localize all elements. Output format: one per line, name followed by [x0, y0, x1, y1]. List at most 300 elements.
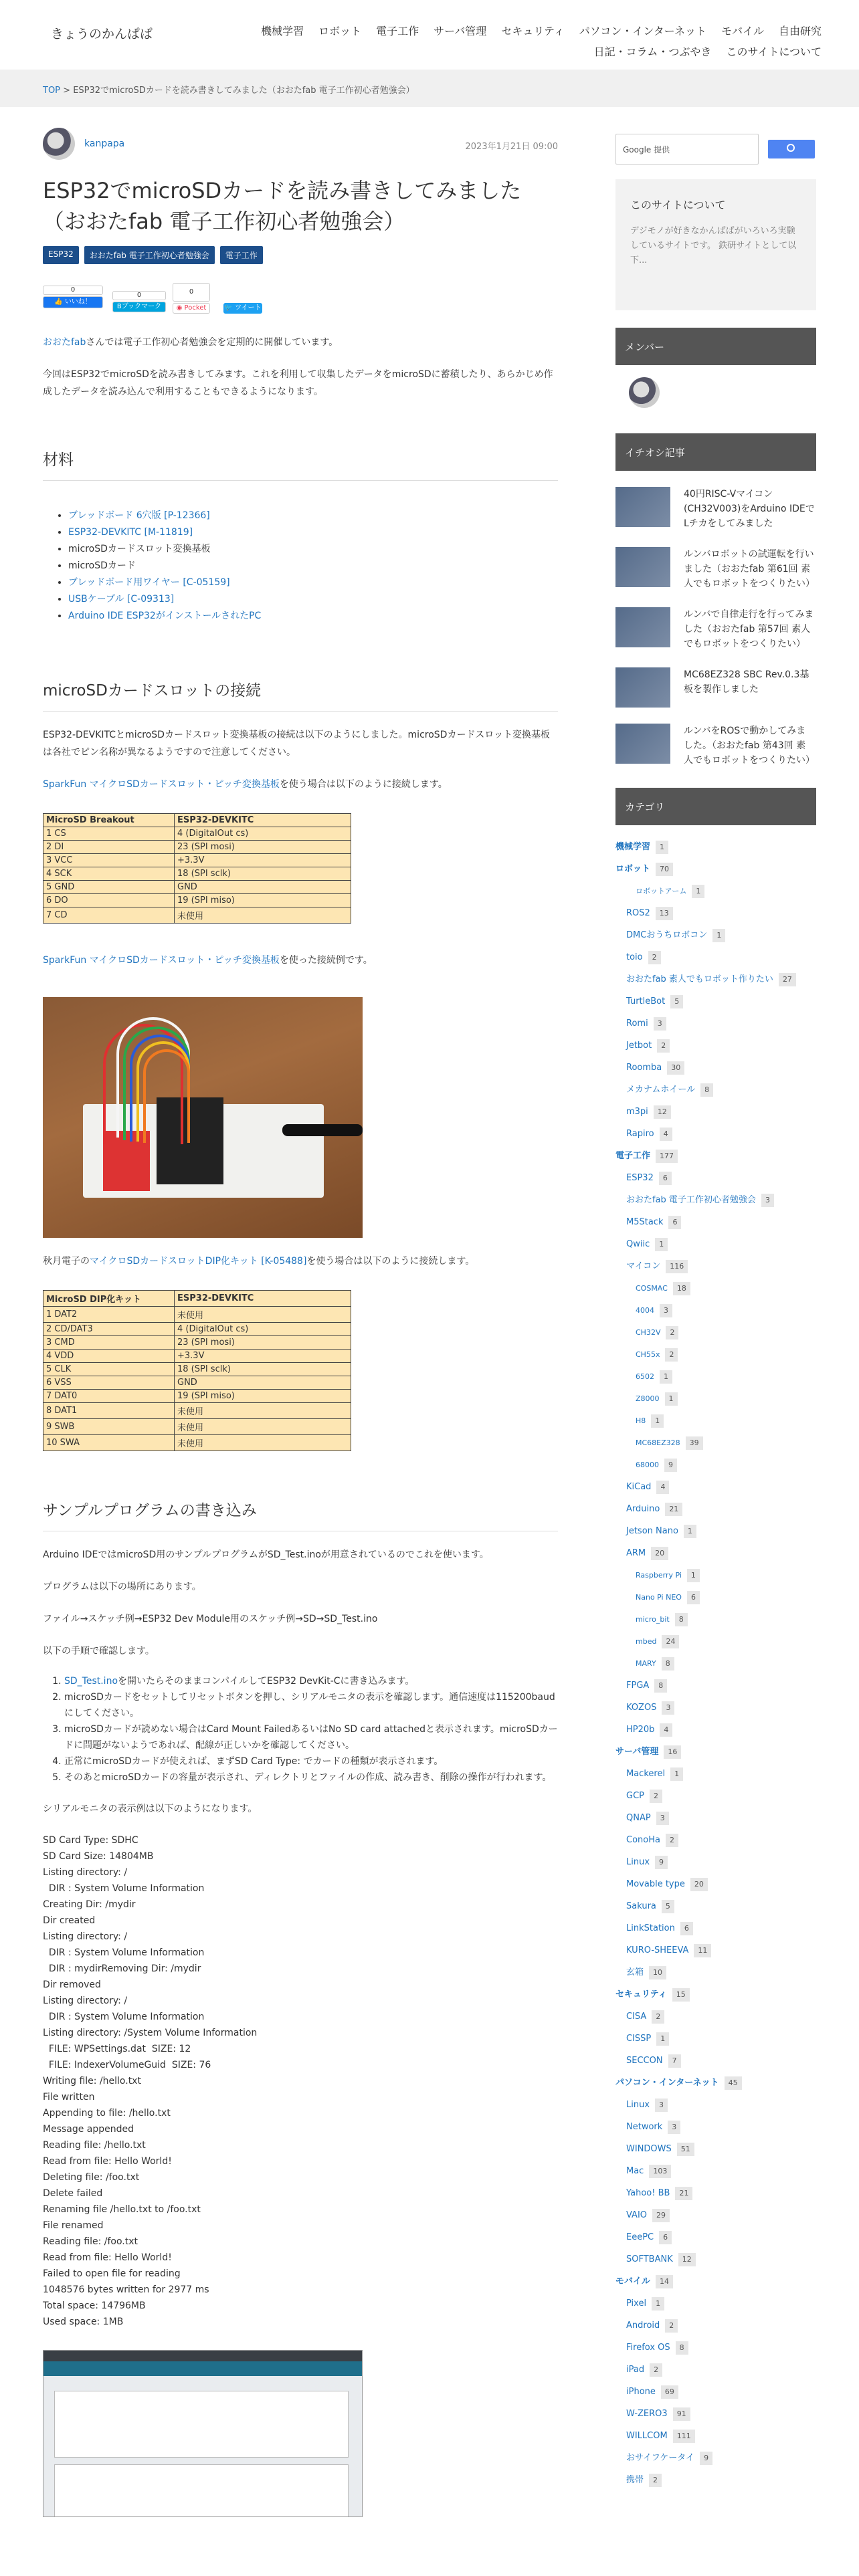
category-name[interactable]: Romi: [626, 1018, 648, 1029]
category-count: 91: [673, 2407, 690, 2421]
category-item[interactable]: [615, 1697, 816, 1719]
category-name[interactable]: Nano Pi NEO: [636, 1593, 682, 1602]
pick-title[interactable]: MC68EZ328 SBC Rev.0.3基板を製作しました: [684, 669, 809, 695]
category-item[interactable]: [615, 1476, 816, 1498]
category-item[interactable]: [615, 902, 816, 924]
intro-paragraph: おおたfabさんでは電子工作初心者勉強会を定期的に開催しています。: [43, 337, 339, 348]
category-item[interactable]: [615, 1586, 816, 1608]
material-text: microSDカード: [68, 560, 136, 571]
category-item[interactable]: [615, 2381, 816, 2403]
category-count: 69: [661, 2385, 678, 2399]
category-count: 1: [656, 841, 668, 854]
category-count: 20: [690, 1878, 708, 1891]
site-title[interactable]: きょうのかんぱぱ: [51, 27, 153, 41]
sample-paragraph-2: プログラムは以下の場所にあります。: [43, 1582, 201, 1592]
material-link[interactable]: ブレッドボード 6穴版 [P-12366]: [68, 510, 210, 521]
category-name[interactable]: VAIO: [626, 2210, 648, 2220]
category-item[interactable]: [615, 1277, 816, 1299]
category-item[interactable]: [615, 2226, 816, 2248]
like-button[interactable]: 👍 いいね！: [43, 296, 103, 308]
category-name[interactable]: パソコン・インターネット: [615, 2078, 719, 2088]
category-count: 3: [656, 1812, 669, 1825]
category-item[interactable]: [615, 2204, 816, 2226]
hatena-count: 0: [112, 291, 166, 300]
pick-title[interactable]: ルンバロボットの試運転を行いました（おおたfab 第61回 素人でもロボットをつくりたい）: [684, 549, 815, 589]
category-name[interactable]: W-ZERO3: [626, 2409, 668, 2419]
category-item[interactable]: [615, 2182, 816, 2204]
step-item: 2. microSDカードをセットしてリセットボタンを押し、シリアルモニタの表示を確認します。通信速度は115200baudにしてください。: [64, 1689, 558, 1721]
category-count: 3: [655, 2099, 668, 2112]
category-item[interactable]: [615, 1167, 816, 1189]
category-count: 8: [676, 2341, 688, 2355]
category-item[interactable]: [615, 1388, 816, 1410]
category-item[interactable]: [615, 1983, 816, 2006]
pick-title[interactable]: ルンバで自律走行を行ってみました（おおたfab 第57回 素人でもロボットをつくりたい）: [684, 609, 814, 649]
pick-thumbnail[interactable]: [615, 607, 670, 647]
about-widget: [615, 179, 816, 310]
nav-item[interactable]: サーバ管理: [434, 25, 487, 37]
category-count: 1: [651, 1414, 664, 1428]
category-name[interactable]: FPGA: [626, 1681, 650, 1691]
category-item[interactable]: [615, 1299, 816, 1321]
materials-list: [68, 508, 558, 625]
category-name[interactable]: 68000: [636, 1461, 659, 1469]
category-item[interactable]: [615, 1873, 816, 1895]
material-link[interactable]: ブレッドボード用ワイヤー [C-05159]: [68, 577, 230, 588]
category-name[interactable]: セキュリティ: [615, 1990, 667, 2000]
category-item[interactable]: [615, 2469, 816, 2491]
material-link[interactable]: ESP32-DEVKITC [M-11819]: [68, 527, 193, 538]
breadboard-photo: [43, 997, 363, 1238]
category-name[interactable]: toio: [626, 952, 643, 962]
sparkfun-paragraph: SparkFun マイクロSDカードスロット・ピッチ変換基板を使う場合は以下のように接続します。: [43, 779, 448, 790]
material-item: [68, 508, 558, 524]
category-name[interactable]: Qwiic: [626, 1239, 650, 1249]
table-cell: 3 VCC: [43, 854, 175, 867]
category-item[interactable]: [615, 1917, 816, 1939]
pick-article[interactable]: [615, 724, 816, 768]
category-name[interactable]: おサイフケータイ: [626, 2453, 695, 2463]
category-name[interactable]: HP20b: [626, 1725, 655, 1735]
sidebar: [615, 134, 816, 2491]
table-row: [43, 1403, 351, 1419]
sparkfun-link-2[interactable]: SparkFun マイクロSDカードスロット・ピッチ変換基板: [43, 955, 280, 966]
category-item[interactable]: [615, 2138, 816, 2160]
category-name[interactable]: Roomba: [626, 1063, 662, 1073]
category-count: 3: [660, 1304, 672, 1317]
pick-thumbnail[interactable]: [615, 667, 670, 708]
category-count: 177: [656, 1150, 678, 1163]
material-link[interactable]: USBケーブル [C-09313]: [68, 594, 175, 605]
tag-badge[interactable]: 電子工作: [220, 246, 263, 264]
category-item[interactable]: [615, 2050, 816, 2072]
category-name[interactable]: m3pi: [626, 1107, 648, 1117]
nav-item[interactable]: パソコン・インターネット: [579, 25, 706, 37]
material-link[interactable]: Arduino IDE ESP32がインストールされたPC: [68, 611, 262, 621]
categories-title: カテゴリ: [615, 788, 816, 825]
category-count: 6: [668, 1216, 681, 1229]
category-name[interactable]: 玄箱: [626, 1967, 644, 1977]
category-name[interactable]: Linux: [626, 1857, 650, 1867]
table-cell: 9 SWB: [43, 1419, 175, 1435]
pick-thumbnail[interactable]: [615, 487, 670, 527]
table-row: [43, 1336, 351, 1350]
category-item[interactable]: [615, 1851, 816, 1873]
search-button[interactable]: [768, 140, 815, 158]
category-name[interactable]: Mackerel: [626, 1769, 666, 1779]
category-item[interactable]: [615, 1079, 816, 1101]
category-name[interactable]: Network: [626, 2122, 663, 2132]
category-count: 6: [680, 1922, 693, 1935]
category-name[interactable]: CISA: [626, 2012, 647, 2022]
category-item[interactable]: [615, 1410, 816, 1432]
category-item[interactable]: [615, 1344, 816, 1366]
category-item[interactable]: [615, 1101, 816, 1123]
category-name[interactable]: iPhone: [626, 2387, 656, 2397]
category-name[interactable]: CISSP: [626, 2034, 652, 2044]
category-item[interactable]: [615, 1961, 816, 1983]
category-name[interactable]: iPad: [626, 2365, 645, 2375]
category-item[interactable]: [615, 1123, 816, 1145]
category-item[interactable]: [615, 2116, 816, 2138]
category-name[interactable]: Sakura: [626, 1901, 656, 1911]
category-name[interactable]: 6502: [636, 1372, 654, 1381]
category-name[interactable]: H8: [636, 1416, 646, 1425]
category-name[interactable]: Jetbot: [626, 1041, 652, 1051]
category-item[interactable]: [615, 990, 816, 1012]
category-count: 2: [650, 1790, 662, 1803]
category-count: 2: [648, 951, 661, 964]
slot-paragraph: ESP32-DEVKITCとmicroSDカードスロット変換基板の接続は以下のようにしました。microSDカードスロット変換基板は各社でピン名称が異なるようですので注意してください。: [43, 730, 551, 758]
table-cell: 未使用: [175, 1435, 351, 1451]
category-name[interactable]: Movable type: [626, 1879, 685, 1889]
nav-item[interactable]: モバイル: [721, 25, 764, 37]
category-name[interactable]: M5Stack: [626, 1217, 664, 1227]
picks-title: イチオシ記事: [615, 433, 816, 471]
breadcrumb-separator: >: [60, 86, 74, 96]
table-cell: 4 (DigitalOut cs): [175, 1323, 351, 1336]
category-count: 5: [662, 1900, 674, 1913]
hatena-bookmark-button[interactable]: Bブックマーク: [112, 302, 166, 312]
category-name[interactable]: マイコン: [626, 1261, 661, 1271]
category-item[interactable]: [615, 880, 816, 902]
category-count: 1: [687, 1569, 700, 1582]
table-row: [43, 1419, 351, 1435]
pick-thumbnail[interactable]: [615, 547, 670, 587]
category-item[interactable]: [615, 2248, 816, 2270]
category-name[interactable]: QNAP: [626, 1813, 651, 1823]
category-name[interactable]: micro_bit: [636, 1615, 670, 1624]
category-item[interactable]: [615, 2028, 816, 2050]
category-item[interactable]: [615, 836, 816, 858]
category-item[interactable]: [615, 1807, 816, 1829]
ootafab-link[interactable]: おおたfab: [43, 337, 86, 348]
table-row: [43, 827, 351, 841]
member-avatar[interactable]: [629, 377, 660, 408]
sparkfun-example-paragraph: SparkFun マイクロSDカードスロット・ピッチ変換基板を使った接続例です。: [43, 955, 373, 966]
akizuki-link[interactable]: マイクロSDカードスロットDIP化キット [K-05488]: [90, 1256, 307, 1267]
category-item[interactable]: [615, 2315, 816, 2337]
category-item[interactable]: [615, 1255, 816, 1277]
category-count: 8: [675, 1613, 688, 1626]
category-item[interactable]: [615, 2006, 816, 2028]
breadcrumb-top-link[interactable]: TOP: [43, 86, 61, 96]
serial-output: SD Card Type: SDHC SD Card Size: 14804MB Listing directory: / DIR : System Volume Information Creating Dir: /mydir Dir created Listing directory: / DIR : System Volume Information DIR : mydirRemoving Dir: /mydir Dir removed Listing directory: / DIR : System Volume Information Listing directory: /System Volume Information FILE: WPSettings.dat SIZE: 12 FILE: IndexerVolumeGuid SIZE: 76 Writing file: /hello.txt File written Appending to file: /hello.txt Message appended Reading file: /hello.txt Read from file: Hello World! Deleting file: /foo.txt Delete failed Renaming file /hello.txt to /foo.txt File renamed Reading file: /foo.txt Read from file: Hello World! Failed to open file for reading 1048576 bytes written for 2977 ms Total space: 14796MB Used space: 1MB: [43, 1835, 258, 2327]
category-count: 12: [678, 2253, 696, 2266]
material-item: [68, 524, 558, 541]
category-count: 1: [655, 1238, 668, 1251]
category-item[interactable]: [615, 1366, 816, 1388]
category-item[interactable]: [615, 924, 816, 946]
table-cell: 18 (SPI sclk): [175, 1363, 351, 1376]
category-name[interactable]: Yahoo! BB: [626, 2188, 670, 2198]
category-name[interactable]: Firefox OS: [626, 2343, 670, 2353]
table-cell: 18 (SPI sclk): [175, 867, 351, 881]
category-name[interactable]: Mac: [626, 2166, 644, 2176]
category-name[interactable]: MC68EZ328: [636, 1438, 680, 1447]
category-item[interactable]: [615, 1719, 816, 1741]
category-item[interactable]: [615, 2447, 816, 2469]
category-item[interactable]: [615, 1939, 816, 1961]
category-name[interactable]: Android: [626, 2321, 660, 2331]
category-item[interactable]: [615, 858, 816, 880]
category-count: 2: [666, 1834, 678, 1847]
table-cell: 2 DI: [43, 841, 175, 854]
nav-item[interactable]: セキュリティ: [501, 25, 565, 37]
category-name[interactable]: Raspberry Pi: [636, 1571, 682, 1580]
category-name[interactable]: 携帯: [626, 2475, 644, 2485]
category-count: 14: [656, 2275, 673, 2288]
category-item[interactable]: [615, 2425, 816, 2447]
table-cell: 23 (SPI mosi): [175, 1336, 351, 1350]
category-item[interactable]: [615, 1321, 816, 1344]
category-item[interactable]: [615, 1454, 816, 1476]
category-item[interactable]: [615, 946, 816, 968]
nav-item[interactable]: 日記・コラム・つぶやき: [593, 45, 712, 58]
nav-item[interactable]: 電子工作: [376, 25, 419, 37]
category-name[interactable]: Linux: [626, 2100, 650, 2110]
pocket-button[interactable]: ◉ Pocket: [173, 303, 210, 314]
table-cell: 4 VDD: [43, 1350, 175, 1363]
pick-article[interactable]: [615, 547, 816, 591]
tag-badge[interactable]: ESP32: [43, 246, 79, 264]
category-name[interactable]: ConoHa: [626, 1835, 660, 1845]
category-name[interactable]: Rapiro: [626, 1129, 654, 1139]
material-item: [68, 574, 558, 591]
category-item[interactable]: [615, 2337, 816, 2359]
category-name[interactable]: おおたfab 素人でもロボット作りたい: [626, 974, 773, 984]
category-item[interactable]: [615, 2160, 816, 2182]
table-cell: +3.3V: [175, 854, 351, 867]
category-item[interactable]: [615, 1829, 816, 1851]
category-item[interactable]: [615, 1675, 816, 1697]
table-cell: 5 GND: [43, 881, 175, 894]
category-name[interactable]: EeePC: [626, 2232, 654, 2242]
category-item[interactable]: [615, 2359, 816, 2381]
pick-title[interactable]: ルンバをROSで動かしてみました。（おおたfab 第43回 素人でもロボットをつくりたい）: [684, 726, 815, 766]
table-header-cell: ESP32-DEVKITC: [175, 814, 351, 827]
material-item: [68, 608, 558, 625]
category-name[interactable]: KOZOS: [626, 1703, 657, 1713]
material-item: [68, 558, 558, 574]
table-cell: 8 DAT1: [43, 1403, 175, 1419]
table-cell: 23 (SPI mosi): [175, 841, 351, 854]
category-count: 5: [670, 995, 683, 1008]
pick-title[interactable]: 40円RISC-Vマイコン(CH32V003)をArduino IDEでLチカをしてみました: [684, 489, 815, 529]
category-count: 2: [649, 2474, 662, 2487]
category-item[interactable]: [615, 1012, 816, 1035]
category-name[interactable]: KURO-SHEEVA: [626, 1945, 689, 1955]
nav-item[interactable]: 機械学習: [261, 25, 304, 37]
category-item[interactable]: [615, 968, 816, 990]
category-count: 51: [677, 2143, 694, 2156]
category-item[interactable]: [615, 1564, 816, 1586]
ide-code-area: [54, 2391, 349, 2458]
category-name[interactable]: MARY: [636, 1659, 656, 1668]
category-name[interactable]: Arduino: [626, 1504, 660, 1514]
category-item[interactable]: [615, 1741, 816, 1763]
category-name[interactable]: おおたfab 電子工作初心者勉強会: [626, 1195, 756, 1205]
category-name[interactable]: LinkStation: [626, 1923, 675, 1933]
category-count: 8: [662, 1657, 674, 1671]
table-row: [43, 841, 351, 854]
category-name[interactable]: Pixel: [626, 2298, 647, 2309]
search-input[interactable]: Google 提供: [615, 134, 759, 165]
category-name[interactable]: DMCおうちロボコン: [626, 930, 708, 940]
category-name[interactable]: COSMAC: [636, 1284, 668, 1293]
category-item[interactable]: [615, 1211, 816, 1233]
category-count: 2: [665, 2319, 678, 2333]
category-name[interactable]: SECCON: [626, 2056, 663, 2066]
category-name[interactable]: サーバ管理: [615, 1747, 659, 1757]
table-row: [43, 854, 351, 867]
category-item[interactable]: [615, 1057, 816, 1079]
author-link[interactable]: kanpapa: [84, 138, 125, 149]
category-item[interactable]: [615, 1432, 816, 1454]
table-cell: 2 CD/DAT3: [43, 1323, 175, 1336]
category-count: 9: [655, 1856, 668, 1869]
pick-article[interactable]: [615, 667, 816, 708]
category-count: 2: [650, 2363, 662, 2377]
table-cell: 6 VSS: [43, 1376, 175, 1390]
nav-item[interactable]: 自由研究: [778, 25, 822, 37]
category-name[interactable]: Z8000: [636, 1394, 660, 1403]
category-name[interactable]: Jetson Nano: [626, 1526, 678, 1536]
category-count: 11: [694, 1944, 711, 1957]
category-item[interactable]: [615, 1233, 816, 1255]
category-name[interactable]: ESP32: [626, 1173, 654, 1183]
pin-table-sparkfun: [43, 813, 351, 924]
category-count: 70: [656, 863, 673, 876]
category-name[interactable]: 4004: [636, 1306, 654, 1315]
category-count: 2: [665, 1348, 678, 1362]
category-item[interactable]: [615, 1895, 816, 1917]
sparkfun-link[interactable]: SparkFun マイクロSDカードスロット・ピッチ変換基板: [43, 779, 280, 790]
category-item[interactable]: [615, 1520, 816, 1542]
category-item[interactable]: [615, 1763, 816, 1785]
category-item[interactable]: [615, 1785, 816, 1807]
category-item[interactable]: [615, 2094, 816, 2116]
main-nav: [186, 23, 822, 59]
category-item[interactable]: [615, 1608, 816, 1630]
category-name[interactable]: 電子工作: [615, 1151, 651, 1161]
category-item[interactable]: [615, 1498, 816, 1520]
material-text: microSDカードスロット変換基板: [68, 544, 211, 554]
table-row: [43, 867, 351, 881]
category-item[interactable]: [615, 1035, 816, 1057]
category-name[interactable]: GCP: [626, 1791, 644, 1801]
category-name[interactable]: 機械学習: [615, 842, 651, 852]
category-name[interactable]: メカナムホイール: [626, 1085, 696, 1095]
category-name[interactable]: TurtleBot: [626, 996, 666, 1006]
pick-article[interactable]: [615, 607, 816, 651]
tweet-button[interactable]: 🐦 ツイート: [223, 303, 262, 314]
category-name[interactable]: WINDOWS: [626, 2144, 672, 2154]
category-item[interactable]: [615, 1630, 816, 1652]
members-widget: [615, 365, 816, 416]
table-cell: 19 (SPI miso): [175, 1390, 351, 1403]
about-title: このサイトについて: [630, 199, 726, 211]
category-name[interactable]: SOFTBANK: [626, 2254, 673, 2264]
table-cell: 19 (SPI miso): [175, 894, 351, 907]
category-name[interactable]: ロボットアーム: [636, 887, 687, 895]
table-cell: 7 CD: [43, 907, 175, 924]
category-item[interactable]: [615, 2072, 816, 2094]
table-cell: 4 (DigitalOut cs): [175, 827, 351, 841]
category-count: 20: [651, 1547, 668, 1560]
category-name[interactable]: ARM: [626, 1548, 646, 1558]
step-item: 1. SD_Test.inoを開いたらそのままコンパイルしてESP32 DevKit-Cに書き込みます。: [64, 1673, 558, 1689]
category-count: 13: [656, 907, 673, 920]
members-title: メンバー: [615, 328, 816, 365]
category-count: 116: [666, 1260, 688, 1273]
table-cell: 7 DAT0: [43, 1390, 175, 1403]
category-name[interactable]: CH55x: [636, 1350, 660, 1359]
category-item[interactable]: [615, 2270, 816, 2292]
category-count: 12: [654, 1105, 671, 1119]
category-item[interactable]: [615, 1542, 816, 1564]
category-name[interactable]: WILLCOM: [626, 2431, 668, 2441]
sd-test-link[interactable]: SD_Test.ino: [64, 1676, 118, 1687]
pick-article[interactable]: [615, 487, 816, 531]
pick-thumbnail[interactable]: [615, 724, 670, 764]
pin-table-akizuki: [43, 1290, 351, 1451]
material-item: [68, 591, 558, 608]
author-avatar[interactable]: [43, 128, 75, 160]
category-item[interactable]: [615, 1145, 816, 1167]
category-name[interactable]: CH32V: [636, 1328, 661, 1337]
table-cell: GND: [175, 881, 351, 894]
article-date: 2023年1月21日 09:00: [465, 142, 558, 152]
category-item[interactable]: [615, 2403, 816, 2425]
category-item[interactable]: [615, 1652, 816, 1675]
nav-item[interactable]: このサイトについて: [726, 45, 822, 58]
category-name[interactable]: ロボット: [615, 864, 651, 874]
usb-cable-image: [282, 1124, 363, 1136]
wire-orange: [143, 1049, 190, 1143]
category-name[interactable]: mbed: [636, 1637, 657, 1646]
category-name[interactable]: KiCad: [626, 1482, 652, 1492]
category-item[interactable]: [615, 2292, 816, 2315]
tag-list: [43, 246, 558, 264]
nav-item[interactable]: ロボット: [318, 25, 362, 37]
table-header-cell: MicroSD Breakout: [43, 814, 175, 827]
tag-badge[interactable]: おおたfab 電子工作初心者勉強会: [84, 246, 215, 264]
table-cell: 4 SCK: [43, 867, 175, 881]
category-name[interactable]: ROS2: [626, 908, 650, 918]
category-item[interactable]: [615, 1189, 816, 1211]
category-name[interactable]: モバイル: [615, 2276, 651, 2286]
